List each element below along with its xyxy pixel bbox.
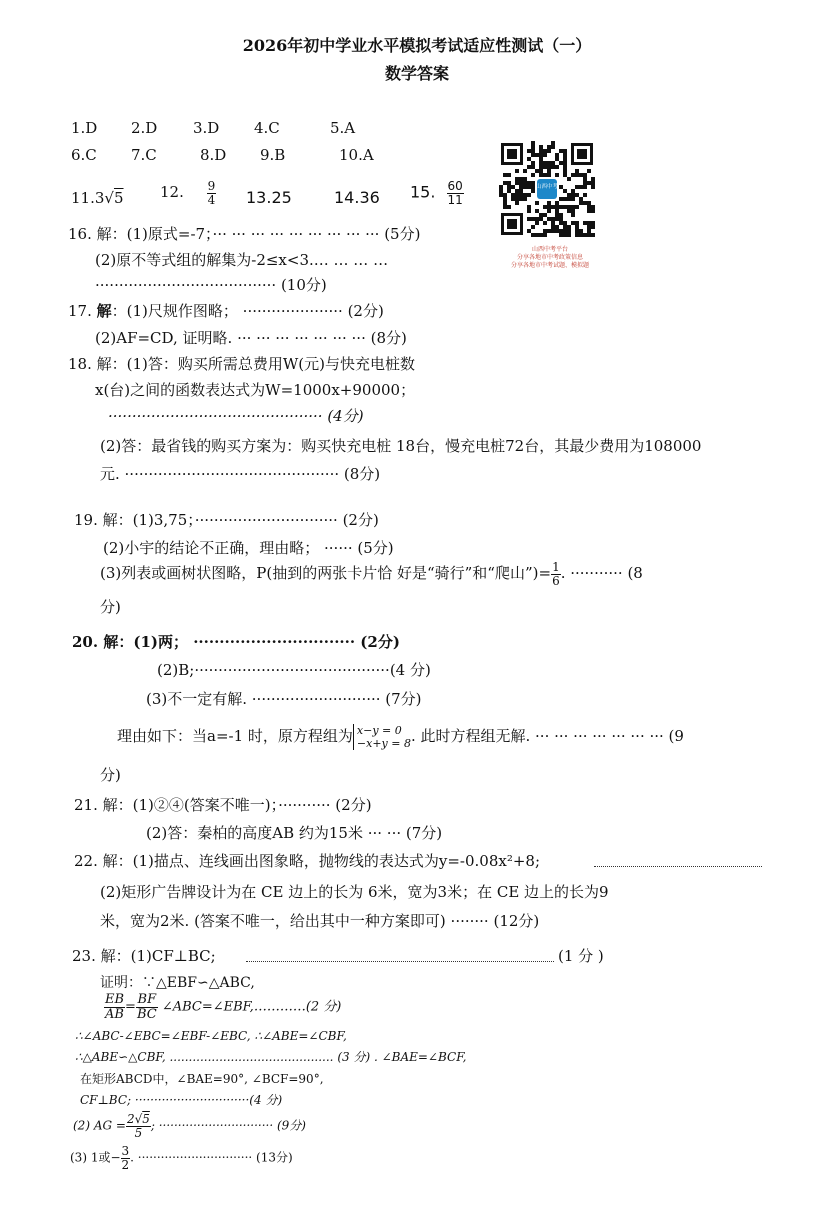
equation-system: x−y = 0 −x+y = 8 bbox=[353, 724, 411, 750]
choice-answer: 5.A bbox=[330, 119, 356, 137]
fill-answer-12: 12. $\frac{9}{4}$ bbox=[160, 179, 216, 207]
choice-answer: 6.C bbox=[71, 146, 97, 164]
qr-caption: 山西中考平台 bbox=[531, 246, 568, 253]
fill-answer-15: 15. $\frac{60}{11}$ bbox=[410, 179, 463, 207]
q18-line: x(台)之间的函数表达式为W=1000x+90000； bbox=[95, 381, 416, 399]
page-title: 2026年初中学业水平模拟考试适应性测试（一） bbox=[242, 36, 592, 55]
q19-line: (2)小宇的结论不正确，理由略； ······ (5分) bbox=[103, 539, 394, 557]
page-subtitle: 数学答案 bbox=[384, 64, 449, 83]
choice-answer: 10.A bbox=[339, 146, 374, 164]
q18-line: ············································· (4分) bbox=[108, 407, 364, 425]
q18-line: 18. 解：(1)答：购买所需总费用W(元)与快充电桩数 bbox=[68, 355, 415, 373]
q23-line: ∴△ABE∽△CBF, ........................................... (3 分) . ∠BAE=∠BCF, bbox=[75, 1050, 467, 1064]
q20-line: 分) bbox=[100, 766, 121, 784]
q21-line: (2)答：秦柏的高度AB 约为15米 ··· ··· (7分) bbox=[146, 824, 443, 842]
choice-answer: 4.C bbox=[254, 119, 280, 137]
q23-line: 在矩形ABCD中，∠BAE=90°, ∠BCF=90°, bbox=[80, 1072, 324, 1086]
q23-line: 证明：∵△EBF∽△ABC, bbox=[100, 975, 255, 991]
q23-line: ∴∠ABC-∠EBC=∠EBF-∠EBC, ∴∠ABE=∠CBF, bbox=[75, 1029, 347, 1043]
q23-line: CF⊥BC; ······························(4 分) bbox=[80, 1093, 283, 1107]
q23-score: (1 分 ) bbox=[558, 947, 604, 965]
fill-answer-14: 14.36 bbox=[334, 188, 380, 207]
dotted-leader bbox=[594, 866, 762, 867]
q20-line: 理由如下：当a=-1 时，原方程组为 x−y = 0 −x+y = 8 . 此时方程组无解. ··· ··· ··· ··· ··· ··· ··· (9 bbox=[117, 724, 684, 750]
q19-line: (3)列表或画树状图略，P(抽到的两张卡片恰 好是“骑行”和“爬山”)= $\frac{1}{6}$ . ··········· (8 bbox=[100, 560, 643, 588]
choice-answer: 7.C bbox=[131, 146, 157, 164]
dotted-leader bbox=[246, 961, 554, 962]
q22-line: 米，宽为2米. (答案不唯一，给出其中一种方案即可) ········ (12分) bbox=[100, 912, 540, 930]
qr-code-image bbox=[498, 140, 596, 238]
qr-caption: 分享各地市中考政策信息 bbox=[516, 254, 583, 261]
q19-line: 分) bbox=[100, 598, 121, 616]
q20-line: (3)不一定有解. ··························· (7分) bbox=[146, 690, 422, 708]
q17-line: (2)AF=CD, 证明略. ··· ··· ··· ··· ··· ··· ··· (8分) bbox=[95, 329, 407, 347]
fill-answer-11: 11.3√5 bbox=[71, 189, 124, 207]
q22-line: 22. 解：(1)描点、连线画出图象略，抛物线的表达式为y=-0.08x²+8; bbox=[74, 852, 541, 870]
choice-answer: 2.D bbox=[131, 119, 158, 137]
qr-caption: 分享各地市中考试题、模拟题 bbox=[510, 262, 589, 269]
choice-answer: 3.D bbox=[193, 119, 220, 137]
q16-line: 16. 解：(1)原式=-7；··· ··· ··· ··· ··· ··· ··· ··· ··· (5分) bbox=[68, 225, 421, 243]
q16-line: ······································ (10分) bbox=[95, 276, 327, 294]
q22-line: (2)矩形广告牌设计为在 CE 边上的长为 6米，宽为3米；在 CE 边上的长为9 bbox=[100, 883, 609, 901]
q20-line: 20. 解：(1)两； ······························· (2分) bbox=[72, 633, 400, 651]
fill-answer-13: 13.25 bbox=[246, 188, 292, 207]
q16-line: (2)原不等式组的解集为-2≤x<3.… … … … bbox=[95, 251, 389, 269]
q21-line: 21. 解：(1)②④(答案不唯一)；··········· (2分) bbox=[74, 796, 372, 814]
q19-line: 19. 解：(1)3,75；······························ (2分) bbox=[74, 511, 379, 529]
choice-answer: 8.D bbox=[200, 146, 227, 164]
choice-answer: 1.D bbox=[71, 119, 98, 137]
choice-answer: 9.B bbox=[260, 146, 286, 164]
q23-line: $\frac{EB}{AB}$ = $\frac{BF}{BC}$ ∠ABC=∠EBF,…………(2 分) bbox=[105, 992, 342, 1022]
qr-center-label: 山西中考 bbox=[535, 184, 559, 190]
q18-line: 元. ············································· (8分) bbox=[100, 465, 381, 483]
q20-line: (2)B;·········································(4 分) bbox=[157, 661, 431, 679]
q23-line: (2) AG = $\frac{2√5}{5}$ ; ······························ (9分) bbox=[73, 1112, 306, 1140]
q17-line: 17. 解：(1)尺规作图略； ····················· (2分) bbox=[68, 302, 384, 320]
q18-line: (2)答：最省钱的购买方案为：购买快充电桩 18台，慢充电桩72台，其最少费用为108000 bbox=[100, 437, 702, 455]
q23-line: (3) 1或− $\frac{3}{2}$ . ······························ (13分) bbox=[70, 1144, 293, 1172]
q23-line: 23. 解：(1)CF⊥BC; bbox=[72, 947, 216, 965]
